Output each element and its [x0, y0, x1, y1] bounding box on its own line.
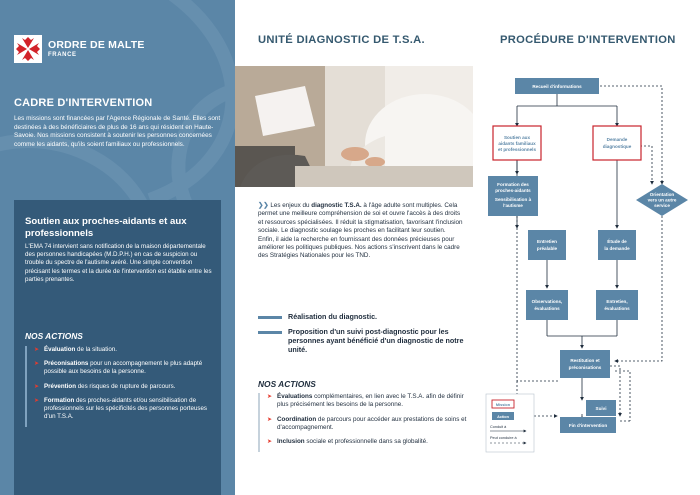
node-observations — [526, 290, 568, 320]
arrow-right-icon: ➤ — [267, 416, 273, 423]
node-label: préalable — [536, 246, 558, 251]
list-item: ➤ Évaluations complémentaires, en lien avec le T.S.A. afin de définir plus précisément les besoins de la personne. — [267, 393, 464, 409]
node-label: Orientation — [649, 192, 675, 197]
list-item: ➤ Préconisations pour un accompagnement le plus adapté possible aux besoins de la personne. — [34, 360, 203, 376]
legend-mission-label: Mission — [495, 402, 511, 407]
node-label: et professionnels — [497, 147, 537, 152]
node-label: service — [654, 203, 670, 208]
arrow-right-icon: ➤ — [34, 383, 40, 390]
list-item: ➤ Formation des proches-aidants et/ou sensibilisation de professionnels sur les spécificités des personnes porteuses d'un T.S.A. — [34, 396, 208, 421]
left-actions-list — [25, 346, 215, 427]
flow-legend — [486, 394, 534, 452]
list-item: ➤ Prévention des risques de rupture de parcours. — [34, 382, 176, 390]
dashed-connector — [615, 371, 630, 421]
arrow-right-icon: ➤ — [267, 394, 273, 400]
procedure-flowchart — [480, 66, 700, 495]
middle-actions-title: NOS ACTIONS — [258, 379, 316, 389]
node-label: Recueil d'informations — [532, 84, 582, 89]
goal-bar — [258, 316, 282, 319]
brand-subtitle: FRANCE — [48, 51, 77, 58]
node-label: Demande — [606, 137, 628, 142]
node-label: Fin d'intervention — [568, 423, 608, 428]
list-item: ➤ Évaluation de la situation. — [34, 346, 117, 353]
node-label: évaluations — [604, 306, 630, 311]
left-actions-title: NOS ACTIONS — [25, 331, 83, 341]
mission-demande — [593, 126, 641, 160]
list-item: ➤ Inclusion sociale et professionnelle dans sa globalité. — [267, 438, 428, 446]
node-label: Soutien aux — [503, 135, 531, 140]
node-label: la demande — [604, 246, 630, 251]
legend-action-label: Action — [497, 414, 509, 419]
goal-bar — [258, 331, 282, 334]
node-label: Entretien, — [606, 299, 628, 304]
node-label: Suivi — [595, 406, 607, 411]
node-label: proches-aidants — [495, 188, 531, 193]
node-label: Observations, — [531, 299, 563, 304]
goal-follow-up: Proposition d'un suivi post-diagnostic pour les personnes ayant bénéficié d'un diagnostic de notre unité. — [258, 327, 468, 355]
middle-actions-list — [258, 393, 468, 452]
cadre-text: Les missions sont financées par l'Agence Régionale de Santé. Elles sont destinées à des bénéficiaires de plus de 16 ans qui résident en Haute-Savoie. Nos missions consistent à soutenir les personnes concernées comme les aidants, qu'ils soient familiaux ou professionnels. — [14, 115, 221, 148]
arrow-right-icon: ➤ — [34, 347, 40, 353]
card-title: Soutien aux proches-aidants et aux professionnels — [25, 216, 187, 239]
diagnostic-intro: ❯❯ Les enjeux du diagnostic T.S.A. à l'âge adulte sont multiples. Cela permet une meilleure compréhension de soi et ouvre l'accès à des droits et ressources spécialisées. Il réduit la stigmatisation, favorisant l'inclusion sociale. Le diagnostic soulage les proches en facilitant leur soutien. Enfin, il aide la recherche en fournissant des données précieuses pour améliorer les politiques publiques. Nos actions s'inscrivent dans le cadre des Stratégies Nationales pour les TND. — [258, 202, 463, 260]
node-entretien-prealable — [528, 230, 566, 260]
node-label: aidants familiaux — [498, 141, 536, 146]
node-label: évaluations — [534, 306, 560, 311]
support-card — [14, 200, 221, 495]
arrow-right-icon: ➤ — [34, 397, 40, 404]
card-text: L'EMA 74 intervient sans notification de la maison départementale des personnes handicapées (M.D.P.H.) en cas de suspicion ou trouble du spectre de l'autisme avéré. Une simple convention précisant les termes et la durée de l'intervention est établie entre les parties prenantes. — [25, 243, 212, 283]
node-label: Formation des — [497, 182, 529, 187]
brand — [14, 35, 145, 63]
double-chevron-icon: ❯❯ — [258, 202, 271, 209]
node-label: préconisations — [568, 365, 602, 370]
node-label: Étude de — [607, 239, 627, 244]
node-label: diagnostique — [602, 144, 632, 149]
node-label: Restitution et — [570, 358, 600, 363]
arrow-right-icon: ➤ — [267, 439, 273, 446]
node-restitution — [560, 350, 610, 378]
legend-conduit-label: Conduit à — [490, 425, 507, 429]
diagnostic-title: UNITÉ DIAGNOSTIC DE T.S.A. — [258, 34, 425, 46]
node-etude — [598, 230, 636, 260]
node-label: Sensibilisation à — [494, 197, 532, 202]
node-label: vers un autre — [647, 197, 677, 203]
procedure-title: PROCÉDURE D'INTERVENTION — [500, 34, 676, 46]
legend-peut-label: Peut conduire à — [490, 436, 517, 440]
node-entretien-evaluations — [596, 290, 638, 320]
arrow-right-icon: ➤ — [34, 361, 40, 368]
cadre-title: CADRE D'INTERVENTION — [14, 97, 153, 109]
goal-diagnostic: Réalisation du diagnostic. — [258, 312, 468, 321]
dashed-connector — [640, 146, 652, 184]
node-label: Entretien — [537, 239, 557, 244]
brand-name: ORDRE DE MALTE — [48, 38, 145, 51]
node-label: l'autisme — [503, 203, 523, 208]
consultation-photo — [235, 66, 473, 187]
maltese-cross-icon — [14, 35, 42, 63]
list-item: ➤ Coordination de parcours pour accéder aux prestations de soins et d'accompagnement. — [267, 415, 467, 431]
